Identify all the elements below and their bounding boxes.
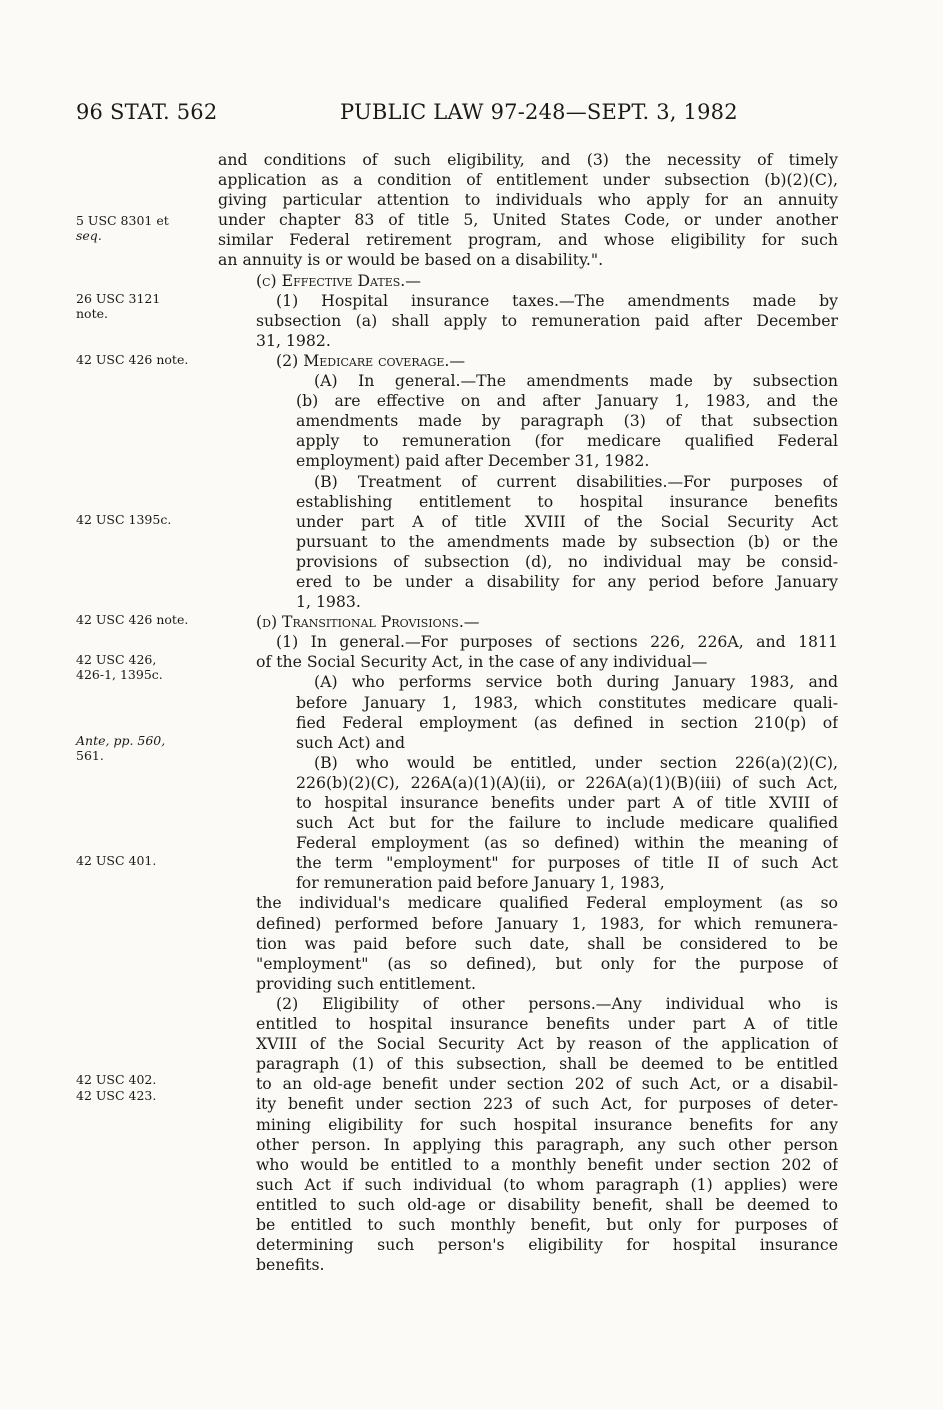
text-line: such Act but for the failure to include medicare qualified <box>296 813 838 833</box>
section-heading: (2) Medicare coverage.— <box>276 350 466 370</box>
text-line: fied Federal employment (as defined in section 210(p) of <box>296 712 838 732</box>
text-line: paragraph (1) of this subsection, shall be deemed to be entitled <box>256 1054 838 1074</box>
text-line: to an old-age benefit under section 202 of such Act, or a disabil- <box>256 1074 838 1094</box>
text-line: subsection (a) shall apply to remuneration paid after December <box>256 310 838 330</box>
margin-note: 426-1, 1395c. <box>76 667 163 682</box>
text-line: determining such person's eligibility for hospital insurance <box>256 1235 838 1255</box>
text-line: application as a condition of entitlement under subsection (b)(2)(C), <box>218 170 838 190</box>
margin-note: 42 USC 426 note. <box>76 612 189 627</box>
text-line: such Act if such individual (to whom paragraph (1) applies) were <box>256 1174 838 1194</box>
text-line: (2) Eligibility of other persons.—Any individual who is <box>276 993 838 1013</box>
margin-note: 42 USC 402. <box>76 1072 157 1087</box>
margin-note: 42 USC 426, <box>76 652 157 667</box>
text-line: entitled to hospital insurance benefits under part A of title <box>256 1014 838 1034</box>
text-line: (A) In general.—The amendments made by subsection <box>314 371 838 391</box>
stat-page-number: 96 STAT. 562 <box>76 100 218 124</box>
text-line: amendments made by paragraph (3) of that subsection <box>296 411 838 431</box>
text-line: ity benefit under section 223 of such Act, for purposes of deter- <box>256 1094 838 1114</box>
text-line: mining eligibility for such hospital insurance benefits for any <box>256 1114 838 1134</box>
text-line: Federal employment (as so defined) within the meaning of <box>296 833 838 853</box>
section-heading: (c) Effective Dates.— <box>256 270 421 290</box>
text-line: employment) paid after December 31, 1982. <box>296 451 650 471</box>
public-law-title: PUBLIC LAW 97-248—SEPT. 3, 1982 <box>340 100 738 124</box>
text-line: 226(b)(2)(C), 226A(a)(1)(A)(ii), or 226A(a)(1)(B)(iii) of such Act, <box>296 772 838 792</box>
margin-note: 42 USC 426 note. <box>76 352 189 367</box>
text-line: who would be entitled to a monthly benefit under section 202 of <box>256 1154 838 1174</box>
text-line: under part A of title XVIII of the Social Security Act <box>296 511 838 531</box>
body-text <box>218 150 838 1275</box>
text-line: 1, 1983. <box>296 592 361 612</box>
text-line: giving particular attention to individuals who apply for an annuity <box>218 190 838 210</box>
margin-note: 561. <box>76 748 104 763</box>
section-heading: (d) Transitional Provisions.— <box>256 612 480 632</box>
text-line: of the Social Security Act, in the case of any individual— <box>256 652 708 672</box>
text-line: establishing entitlement to hospital insurance benefits <box>296 491 838 511</box>
text-line: (B) Treatment of current disabilities.—For purposes of <box>314 471 838 491</box>
text-line: and conditions of such eligibility, and (3) the necessity of timely <box>218 150 838 169</box>
text-line: before January 1, 1983, which constitutes medicare quali- <box>296 692 838 712</box>
text-line: such Act) and <box>296 732 406 752</box>
text-line: (A) who performs service both during January 1983, and <box>314 672 838 692</box>
text-line: XVIII of the Social Security Act by reason of the application of <box>256 1034 838 1054</box>
text-line: tion was paid before such date, shall be considered to be <box>256 933 838 953</box>
margin-note: Ante, pp. 560, <box>76 733 166 748</box>
margin-note: note. <box>76 306 108 321</box>
text-line: (1) In general.—For purposes of sections 226, 226A, and 1811 <box>276 632 838 652</box>
text-line: an annuity is or would be based on a disability.". <box>218 250 604 270</box>
text-line: similar Federal retirement program, and whose eligibility for such <box>218 230 838 250</box>
text-line: provisions of subsection (d), no individual may be consid- <box>296 551 838 571</box>
text-line: 31, 1982. <box>256 330 331 350</box>
text-line: benefits. <box>256 1255 325 1275</box>
margin-note: 42 USC 423. <box>76 1088 157 1103</box>
text-line: (b) are effective on and after January 1, 1983, and the <box>296 391 838 411</box>
text-line: providing such entitlement. <box>256 973 476 993</box>
text-line: the term "employment" for purposes of title II of such Act <box>296 853 838 873</box>
text-line: (B) who would be entitled, under section 226(a)(2)(C), <box>314 752 838 772</box>
text-line: apply to remuneration (for medicare qualified Federal <box>296 431 838 451</box>
text-line: for remuneration paid before January 1, 1983, <box>296 873 665 893</box>
text-line: (1) Hospital insurance taxes.—The amendments made by <box>276 290 838 310</box>
margin-note: 5 USC 8301 et <box>76 213 169 228</box>
text-line: "employment" (as so defined), but only for the purpose of <box>256 953 838 973</box>
text-line: to hospital insurance benefits under part A of title XVIII of <box>296 793 838 812</box>
text-line: under chapter 83 of title 5, United States Code, or under another <box>218 210 838 230</box>
margin-note: seq. <box>76 228 102 243</box>
margin-note: 26 USC 3121 <box>76 291 161 306</box>
margin-note: 42 USC 401. <box>76 853 157 868</box>
text-line: pursuant to the amendments made by subsection (b) or the <box>296 531 838 551</box>
text-line: defined) performed before January 1, 1983, for which remunera- <box>256 913 838 933</box>
margin-note: 42 USC 1395c. <box>76 512 172 527</box>
text-line: other person. In applying this paragraph, any such other person <box>256 1134 838 1154</box>
text-line: ered to be under a disability for any period before January <box>296 571 838 591</box>
text-line: entitled to such old-age or disability benefit, shall be deemed to <box>256 1194 838 1214</box>
text-line: the individual's medicare qualified Federal employment (as so <box>256 893 838 913</box>
text-line: be entitled to such monthly benefit, but only for purposes of <box>256 1214 838 1234</box>
